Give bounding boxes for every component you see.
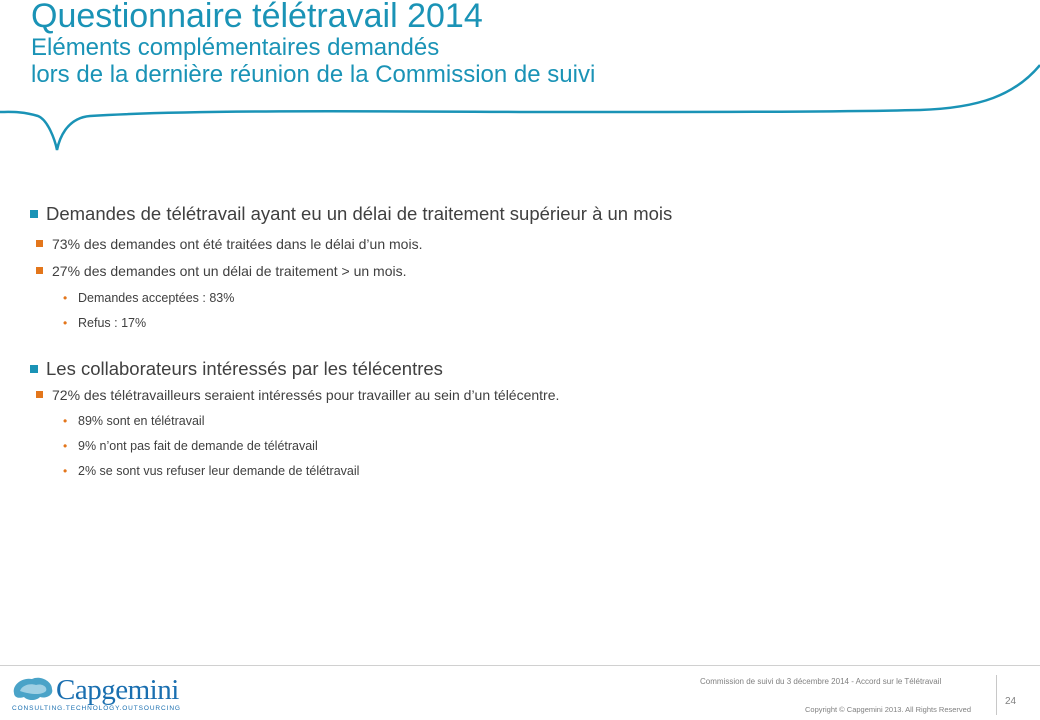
dot-bullet-icon: • bbox=[63, 439, 68, 453]
section-heading: Les collaborateurs intéressés par les télécentres bbox=[30, 357, 990, 381]
sub-list-item: • Demandes acceptées : 83% bbox=[63, 291, 235, 305]
sub-list-item: • 89% sont en télétravail bbox=[63, 414, 205, 428]
dot-bullet-icon: • bbox=[63, 464, 68, 478]
list-item: 27% des demandes ont un délai de traitement > un mois. bbox=[36, 262, 990, 280]
footer-copyright: Copyright © Capgemini 2013. All Rights Reserved bbox=[805, 705, 972, 714]
dot-bullet-icon: • bbox=[63, 316, 68, 330]
footer-separator bbox=[996, 675, 997, 715]
square-bullet-icon bbox=[36, 240, 43, 247]
square-bullet-icon bbox=[30, 365, 38, 373]
spade-logo-icon bbox=[10, 673, 56, 705]
page-number: 24 bbox=[1005, 696, 1017, 707]
sub-list-item: • Refus : 17% bbox=[63, 316, 147, 330]
content bbox=[30, 202, 990, 479]
capgemini-logo: Capgemini CONSULTING.TECHNOLOGY.OUTSOURCING bbox=[12, 674, 181, 712]
square-bullet-icon bbox=[30, 210, 38, 218]
title-block bbox=[31, 0, 991, 88]
dot-bullet-icon: • bbox=[63, 414, 68, 428]
section-heading: Demandes de télétravail ayant eu un délai de traitement supérieur à un mois bbox=[30, 202, 990, 226]
dot-bullet-icon: • bbox=[63, 291, 68, 305]
sub-list-item: • 9% n’ont pas fait de demande de télétravail bbox=[63, 439, 318, 453]
list-item: 72% des télétravailleurs seraient intéressés pour travailler au sein d’un télécentre. bbox=[36, 386, 990, 404]
footer-meeting-note: Commission de suivi du 3 décembre 2014 - Accord sur le Télétravail bbox=[700, 677, 942, 686]
section-2 bbox=[30, 357, 990, 479]
page-title: Questionnaire télétravail 2014 bbox=[31, 0, 483, 35]
page-subtitle-line-1: Eléments complémentaires demandés bbox=[31, 34, 440, 61]
list-item: 73% des demandes ont été traitées dans le délai d’un mois. bbox=[36, 235, 990, 253]
page-subtitle-line-2: lors de la dernière réunion de la Commission de suivi bbox=[31, 61, 596, 88]
section-1 bbox=[30, 202, 990, 331]
square-bullet-icon bbox=[36, 267, 43, 274]
sub-list-item: • 2% se sont vus refuser leur demande de télétravail bbox=[63, 464, 360, 478]
footer-divider bbox=[0, 665, 1040, 666]
square-bullet-icon bbox=[36, 391, 43, 398]
